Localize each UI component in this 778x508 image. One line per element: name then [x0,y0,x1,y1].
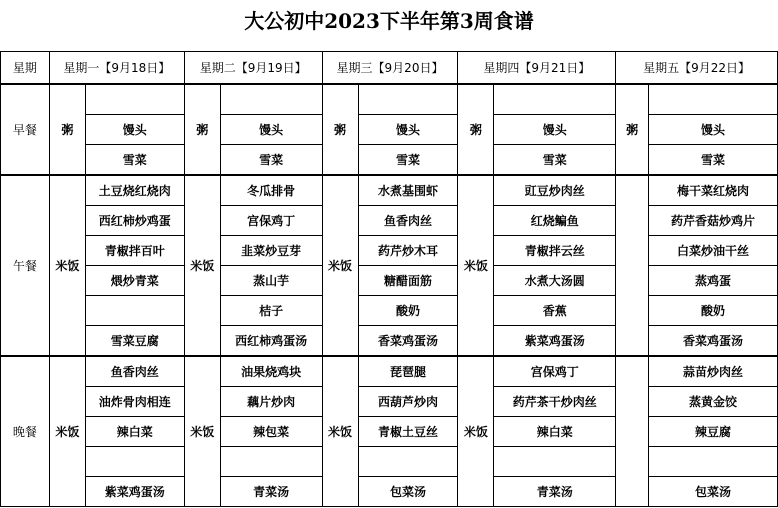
day-header: 星期四【9月21日】 [458,52,616,85]
dish-cell: 药芹茶干炒肉丝 [494,387,616,417]
dish-cell: 煨炒青菜 [85,266,184,296]
dish-cell: 宫保鸡丁 [494,356,616,387]
dish-cell: 梅干菜红烧肉 [649,175,778,206]
dish-cell [494,447,616,477]
dish-cell: 西葫芦炒肉 [358,387,458,417]
dish-cell: 青椒拌百叶 [85,236,184,266]
lunch-row [1,296,778,326]
dish-cell: 鱼香肉丝 [358,206,458,236]
dish-cell: 油果烧鸡块 [220,356,322,387]
dish-cell [220,447,322,477]
dish-cell: 蒸黄金饺 [649,387,778,417]
staple-cell: 米饭 [458,356,494,507]
dish-cell: 馒头 [358,115,458,145]
staple-cell: 米饭 [184,175,220,356]
dish-cell: 韭菜炒豆芽 [220,236,322,266]
lunch-row [1,326,778,357]
dish-cell: 雪菜 [649,145,778,176]
dish-cell: 雪菜豆腐 [85,326,184,357]
dish-cell: 西红柿鸡蛋汤 [220,326,322,357]
dinner-row [1,477,778,507]
dish-cell: 水煮基围虾 [358,175,458,206]
dish-cell: 雪菜 [85,145,184,176]
page-title: 大公初中2023下半年第3周食谱 [244,9,534,33]
meal-label-dinner: 晚餐 [1,356,50,507]
dish-cell: 雪菜 [358,145,458,176]
dish-cell [358,447,458,477]
dish-cell: 酸奶 [358,296,458,326]
staple-cell: 米饭 [49,356,85,507]
staple-cell: 米饭 [49,175,85,356]
staple-cell: 米饭 [184,356,220,507]
dish-cell: 藕片炒肉 [220,387,322,417]
dish-cell: 馒头 [494,115,616,145]
dish-cell: 药芹香菇炒鸡片 [649,206,778,236]
staple-cell: 粥 [458,84,494,175]
staple-cell: 米饭 [322,175,358,356]
dish-cell: 琵琶腿 [358,356,458,387]
menu-table [0,51,778,507]
dish-cell: 土豆烧红烧肉 [85,175,184,206]
dish-cell: 紫菜鸡蛋汤 [85,477,184,507]
dish-cell: 药芹炒木耳 [358,236,458,266]
lunch-row [1,266,778,296]
dish-cell: 冬瓜排骨 [220,175,322,206]
dish-cell: 油炸骨肉相连 [85,387,184,417]
staple-cell [616,175,649,356]
dish-cell: 青椒土豆丝 [358,417,458,447]
breakfast-row [1,84,778,115]
dish-cell: 包菜汤 [649,477,778,507]
staple-cell: 米饭 [458,175,494,356]
lunch-row [1,175,778,206]
dish-cell [85,84,184,115]
breakfast-row [1,145,778,176]
dinner-row [1,417,778,447]
breakfast-row [1,115,778,145]
dish-cell: 糖醋面筋 [358,266,458,296]
dish-cell [649,84,778,115]
dish-cell [358,84,458,115]
day-header: 星期五【9月22日】 [616,52,778,85]
dish-cell: 西红柿炒鸡蛋 [85,206,184,236]
dish-cell: 雪菜 [220,145,322,176]
dish-cell: 蒸山芋 [220,266,322,296]
dish-cell [220,84,322,115]
dish-cell: 桔子 [220,296,322,326]
dish-cell: 馒头 [220,115,322,145]
dish-cell [85,296,184,326]
dish-cell: 辣豆腐 [649,417,778,447]
dish-cell [649,447,778,477]
staple-cell [616,356,649,507]
dish-cell: 水煮大汤圆 [494,266,616,296]
dish-cell: 馒头 [649,115,778,145]
dish-cell: 青菜汤 [220,477,322,507]
dish-cell: 辣白菜 [85,417,184,447]
dish-cell: 豇豆炒肉丝 [494,175,616,206]
period-header: 星期 [1,52,50,85]
dish-cell: 酸奶 [649,296,778,326]
header-row [1,52,778,85]
dish-cell [494,84,616,115]
day-header: 星期一【9月18日】 [49,52,184,85]
dish-cell: 鱼香肉丝 [85,356,184,387]
dish-cell: 白菜炒油干丝 [649,236,778,266]
staple-cell: 粥 [184,84,220,175]
staple-cell: 粥 [322,84,358,175]
dish-cell [85,447,184,477]
dish-cell: 蒜苗炒肉丝 [649,356,778,387]
dinner-row [1,447,778,477]
dish-cell: 辣包菜 [220,417,322,447]
staple-cell: 米饭 [322,356,358,507]
dish-cell: 香蕉 [494,296,616,326]
dish-cell: 宫保鸡丁 [220,206,322,236]
dish-cell: 青椒拌云丝 [494,236,616,266]
lunch-row [1,206,778,236]
meal-label-breakfast: 早餐 [1,84,50,175]
day-header: 星期二【9月19日】 [184,52,322,85]
dish-cell: 包菜汤 [358,477,458,507]
dish-cell: 香菜鸡蛋汤 [649,326,778,357]
day-header: 星期三【9月20日】 [322,52,458,85]
dish-cell: 紫菜鸡蛋汤 [494,326,616,357]
dish-cell: 红烧鳊鱼 [494,206,616,236]
dish-cell: 馒头 [85,115,184,145]
dish-cell: 蒸鸡蛋 [649,266,778,296]
dish-cell: 辣白菜 [494,417,616,447]
staple-cell: 粥 [49,84,85,175]
dish-cell: 青菜汤 [494,477,616,507]
lunch-row [1,236,778,266]
dinner-row [1,356,778,387]
dish-cell: 雪菜 [494,145,616,176]
dinner-row [1,387,778,417]
dish-cell: 香菜鸡蛋汤 [358,326,458,357]
meal-label-lunch: 午餐 [1,175,50,356]
staple-cell: 粥 [616,84,649,175]
